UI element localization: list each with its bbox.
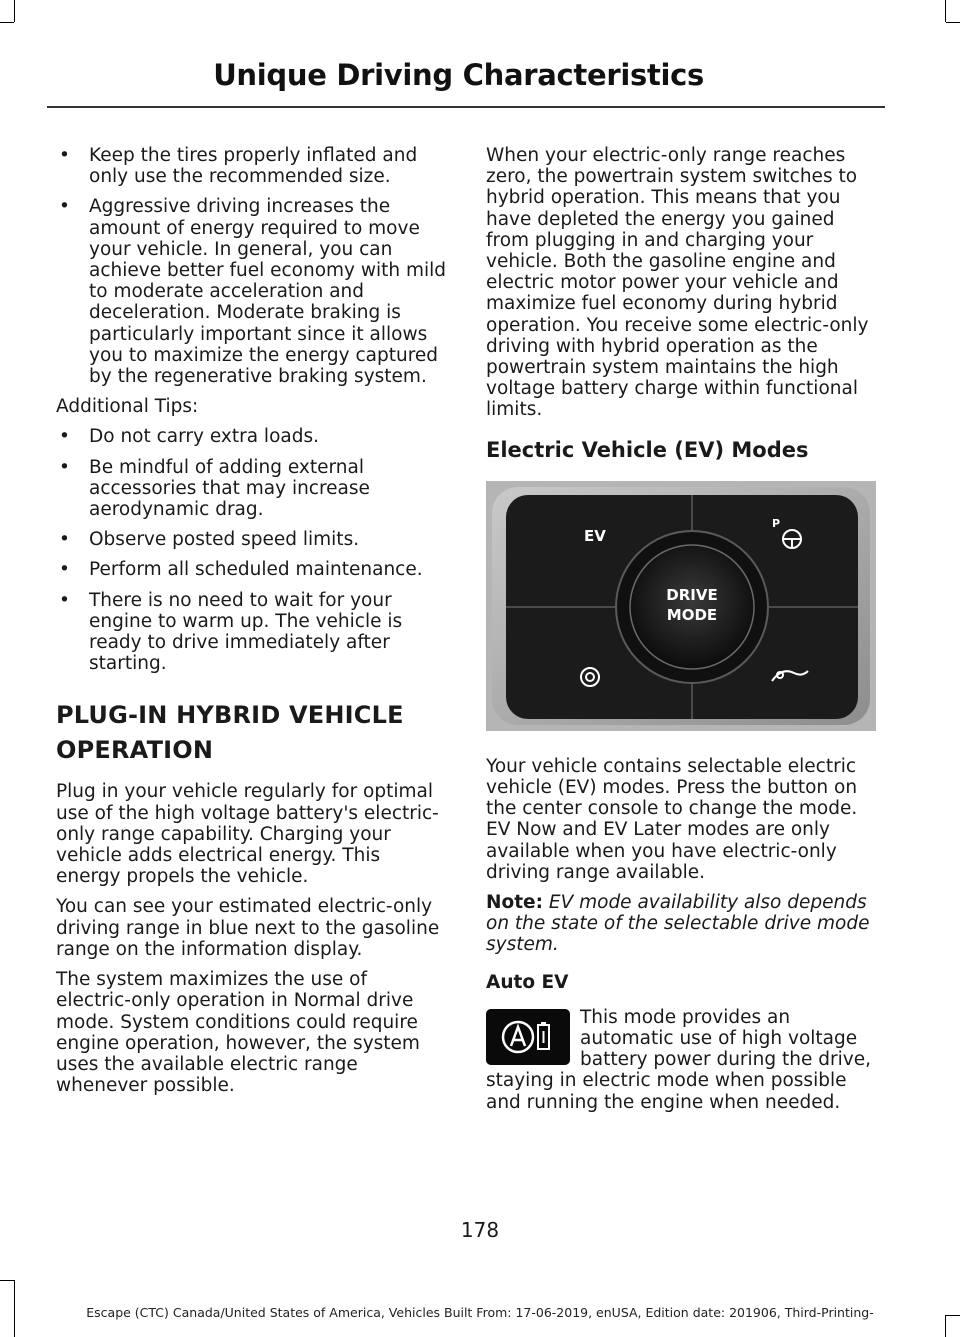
drive-label: DRIVE bbox=[666, 585, 718, 604]
section-heading bbox=[56, 700, 448, 765]
section-heading-line: OPERATION bbox=[56, 736, 214, 765]
note-text: EV mode availability also depends on the state of the selectable drive mode system. bbox=[486, 892, 870, 956]
body-paragraph: You can see your estimated electric-only driving range in blue next to the gasoline range on the information display. bbox=[56, 896, 440, 960]
auto-ev-block bbox=[486, 1007, 878, 1113]
mode-label: MODE bbox=[666, 605, 718, 624]
bullet-item: • Aggressive driving increases the amount of energy required to move your vehicle. In general, you can achieve better fuel economy with mild to moderate acceleration and deceleration. Moderate braking is particularly important since it allows you to maximize the energy captured by the regenerative braking system. bbox=[56, 196, 448, 387]
ev-modes-heading: Electric Vehicle (EV) Modes bbox=[486, 437, 809, 462]
header-rule bbox=[47, 106, 885, 108]
auto-ev-heading: Auto EV bbox=[486, 971, 569, 993]
body-paragraph: Your vehicle contains selectable electric vehicle (EV) modes. Press the button on the center console to change the mode. EV Now and EV Later modes are only available when you have electric-only driving range available. bbox=[486, 755, 858, 883]
crop-mark bbox=[946, 22, 960, 23]
crop-mark bbox=[14, 0, 15, 22]
note bbox=[486, 892, 878, 956]
tips-label: Additional Tips: bbox=[56, 396, 199, 418]
tip-item: • Do not carry extra loads. bbox=[56, 426, 448, 447]
body-paragraph: Plug in your vehicle regularly for optimal use of the high voltage battery's electric-only range capability. Charging your vehicle adds electrical energy. This energy propels the vehicle. bbox=[56, 781, 439, 888]
tip-item: • Perform all scheduled maintenance. bbox=[56, 559, 448, 580]
footer-text: Escape (CTC) Canada/United States of America, Vehicles Built From: 17-06-2019, enUSA, Edition date: 201906, Third-Printing- bbox=[86, 1305, 874, 1320]
body-paragraph: The system maximizes the use of electric-only operation in Normal drive mode. System conditions could require engine operation, however, the system uses the available electric range whenever possible. bbox=[56, 969, 420, 1097]
tip-item: • There is no need to wait for your engine to warm up. The vehicle is ready to drive immediately after starting. bbox=[56, 590, 448, 675]
body-paragraph: When your electric-only range reaches zero, the powertrain system switches to hybrid operation. This means that you have depleted the energy you gained from plugging in and charging your vehicle. Both the gasoline engine and electric motor power your vehicle and maximize fuel economy during hybrid operation. You receive some electric-only driving with hybrid operation as the powertrain system maintains the high voltage battery charge within functional limits. bbox=[486, 145, 869, 421]
p-label: P bbox=[772, 516, 781, 530]
tip-item: • Be mindful of adding external accessories that may increase aerodynamic drag. bbox=[56, 457, 448, 521]
drive-mode-control-figure bbox=[486, 481, 876, 731]
section-heading-line: PLUG-IN HYBRID VEHICLE bbox=[56, 701, 404, 730]
page-number: 178 bbox=[460, 1218, 500, 1242]
bullet-item: • Keep the tires properly inflated and only use the recommended size. bbox=[56, 145, 448, 187]
right-column bbox=[486, 145, 878, 1113]
page-header-title: Unique Driving Characteristics bbox=[213, 58, 704, 92]
left-column bbox=[56, 145, 448, 1105]
crop-mark bbox=[0, 1280, 14, 1281]
auto-ev-icon bbox=[486, 1009, 570, 1065]
crop-mark bbox=[945, 0, 946, 22]
ev-label: EV bbox=[584, 526, 606, 545]
auto-ev-text: This mode provides an automatic use of high voltage battery power during the drive, staying in electric mode when possible and running the engine when needed. bbox=[486, 1006, 871, 1113]
crop-mark bbox=[0, 22, 14, 23]
note-label: Note: bbox=[486, 892, 543, 914]
tip-item: • Observe posted speed limits. bbox=[56, 529, 448, 550]
